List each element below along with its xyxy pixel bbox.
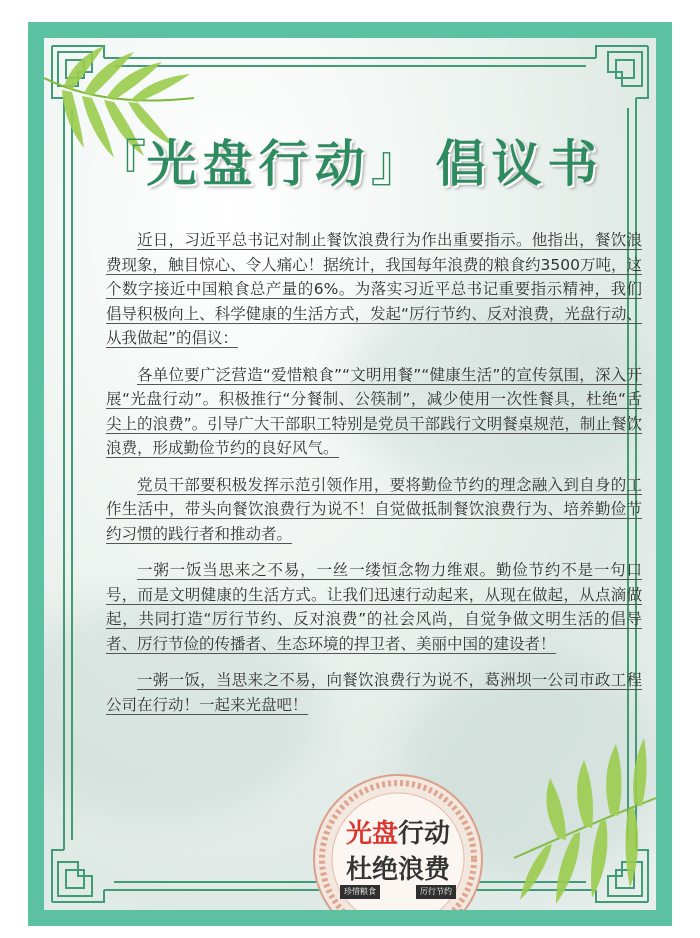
paragraph-text: 一粥一饭当思来之不易，一丝一缕恒念物力维艰。勤俭节约不是一句口号，而是文明健康的生活方式。让我们迅速行动起来，从现在做起，从点滴做起，共同打造“厉行节约、反对浪费”的社会风尚，自觉争做文明生活的倡导者、厉行节俭的传播者、生态环境的捍卫者、美丽中国的建设者！ [106,561,642,653]
seal-tag-left: 珍惜粮食 [340,885,380,899]
title-main: 光盘行动 [146,134,371,193]
proposal-body [106,228,642,729]
clean-plate-seal [312,773,484,910]
paragraph-text: 近日，习近平总书记对制止餐饮浪费行为作出重要指示。他指出，餐饮浪费现象，触目惊心、令人痛心！据统计，我国每年浪费的粮食约3500万吨，这个数字接近中国粮食总产量的6%。为落实习近平总书记重要指示精神，我们倡导积极向上、科学健康的生活方式，发起“厉行节约、反对浪费，光盘行动、从我做起”的倡议： [106,231,642,347]
paragraph-text: 党员干部要积极发挥示范引领作用，要将勤俭节约的理念融入到自身的工作生活中，带头向餐饮浪费行为说不！自觉做抵制餐饮浪费行为、培养勤俭节约习惯的践行者和推动者。 [106,475,642,543]
title-bracket-right: 』 [370,135,421,193]
paragraph [106,558,642,656]
seal-line1 [312,813,484,850]
paragraph [106,473,642,547]
seal-line2: 杜绝浪费 [345,855,450,885]
paragraph-text: 一粥一饭，当思来之不易，向餐饮浪费行为说不，葛洲坝一公司市政工程公司在行动！一起来光盘吧！ [106,671,642,714]
paragraph [106,363,642,461]
seal-line1-red: 光盘 [345,819,398,849]
paragraph-text: 各单位要广泛营造“爱惜粮食”“文明用餐”“健康生活”的宣传氛围，深入开展“光盘行动”。积极推行“分餐制、公筷制”，减少使用一次性餐具，杜绝“舌尖上的浪费”。引导广大干部职工特别是党员干部践行文明餐桌规范，制止餐饮浪费，形成勤俭节约的良好风气。 [106,365,642,457]
paragraph [106,668,642,717]
title-bracket-left: 『 [96,135,147,193]
seal-line1-dark: 行动 [398,819,451,849]
poster-title [44,124,656,196]
inner-panel [44,38,656,910]
paragraph [106,228,642,351]
seal-tag-right: 厉行节约 [416,885,456,899]
title-sub: 倡议书 [435,134,604,193]
